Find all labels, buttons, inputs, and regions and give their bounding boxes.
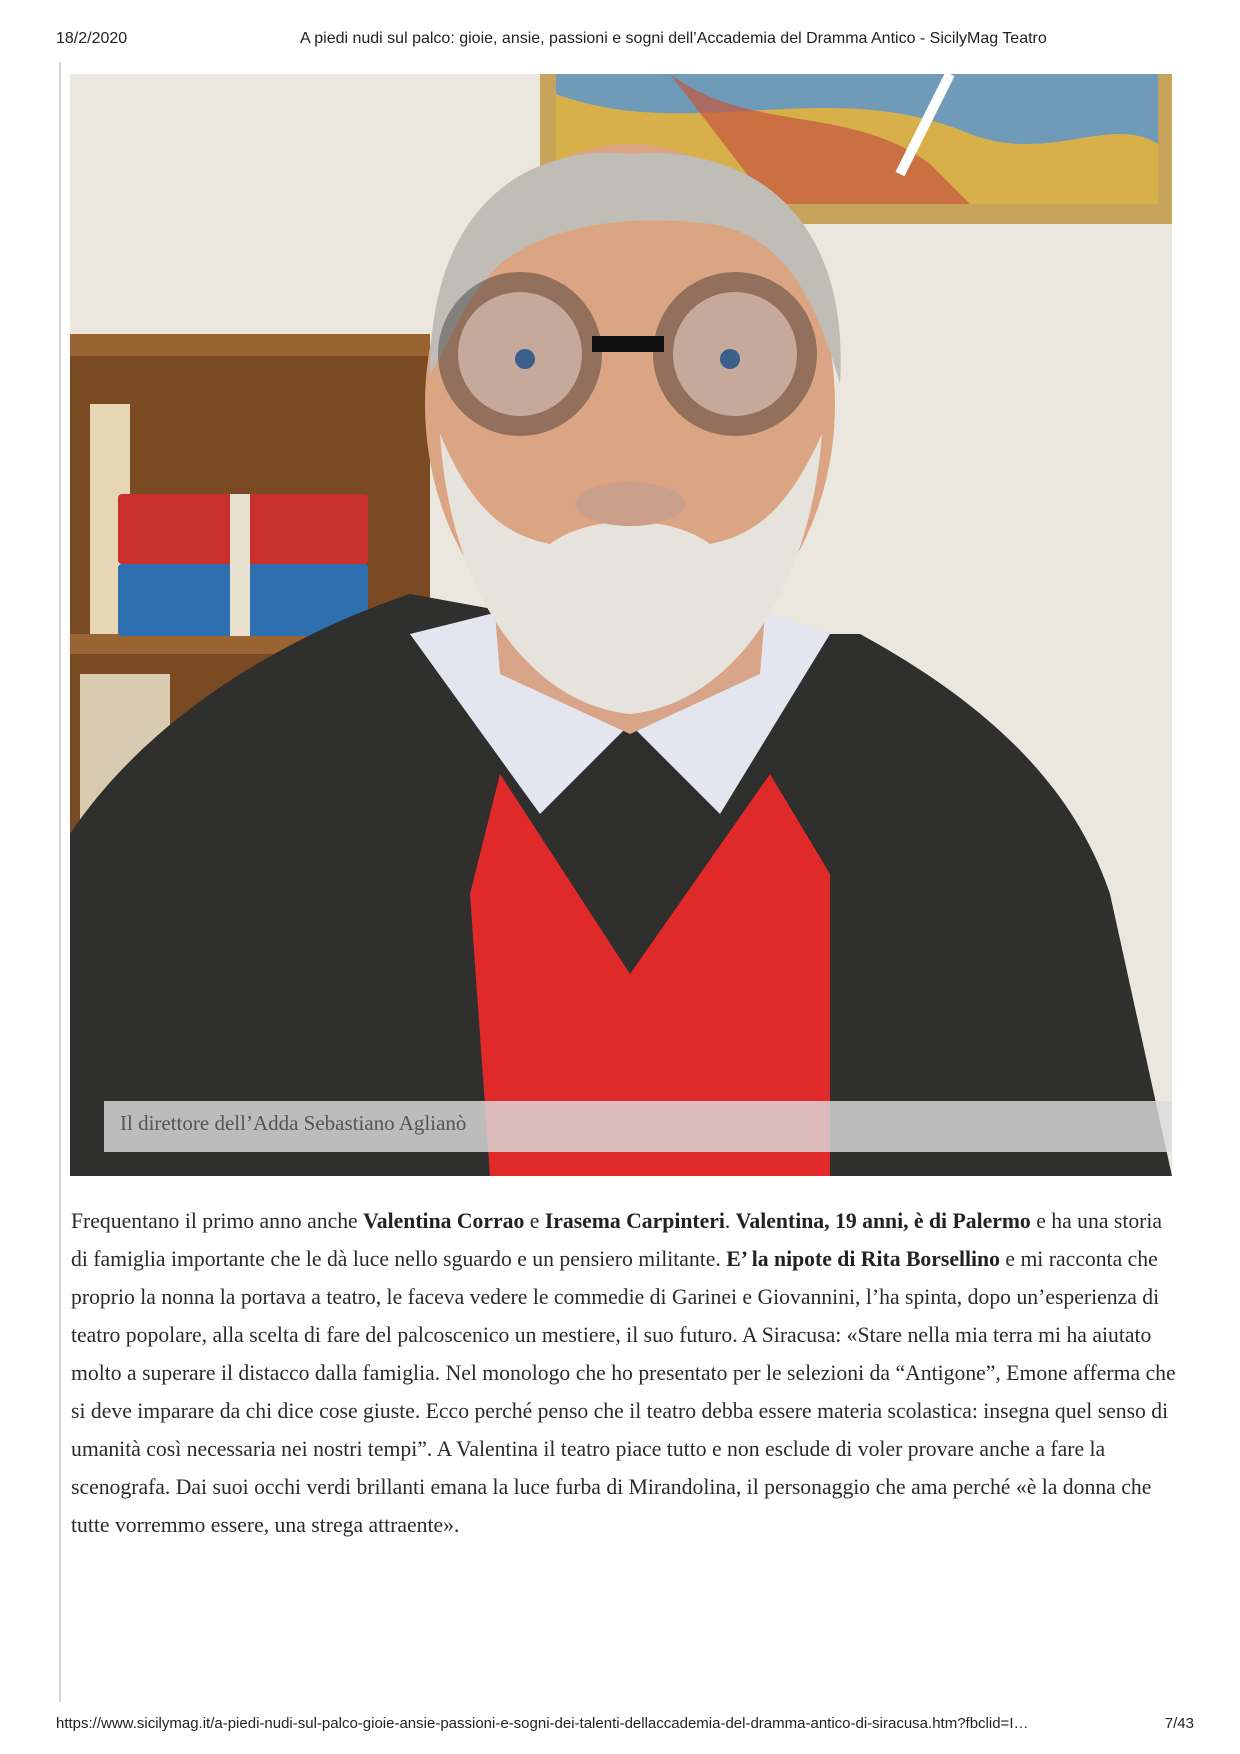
print-date: 18/2/2020 bbox=[56, 30, 128, 47]
text-run: Frequentano il primo anno anche bbox=[71, 1209, 364, 1233]
left-border-rule bbox=[59, 62, 61, 1702]
footer-url: https://www.sicilymag.it/a-piedi-nudi-sul-palco-gioie-ansie-passioni-e-sogni-dei-talenti-dellaccademia-del-dramma-antico-di-siracusa.htm?fbclid=I… bbox=[56, 1715, 1029, 1732]
text-run: e bbox=[524, 1209, 545, 1233]
bold-text-run: Irasema Carpinteri bbox=[544, 1209, 725, 1233]
bold-text-run: Valentina Corrao bbox=[363, 1209, 525, 1233]
bold-text-run: Valentina, 19 anni, è di Palermo bbox=[735, 1209, 1031, 1233]
portrait-illustration bbox=[70, 74, 1172, 1176]
text-run: e ha una storia di famiglia importante che le dà luce nello sguardo e un pensiero militante. bbox=[71, 1209, 1163, 1271]
photo-caption: Il direttore dell’Adda Sebastiano Aglianò bbox=[104, 1101, 1172, 1152]
article-photo bbox=[70, 74, 1172, 1176]
page-title: A piedi nudi sul palco: gioie, ansie, passioni e sogni dell’Accademia del Dramma Antico - SicilyMag Teatro bbox=[300, 30, 1047, 47]
bold-text-run: E’ la nipote di Rita Borsellino bbox=[726, 1247, 1000, 1271]
article-paragraph bbox=[71, 1202, 1181, 1544]
text-run: . bbox=[724, 1209, 736, 1233]
text-run: e mi racconta che proprio la nonna la portava a teatro, le faceva vedere le commedie di Garinei e Giovannini, l’ha spinta, dopo un’esperienza di teatro popolare, alla scelta di fare del palcoscenico un mestiere, il suo futuro. A Siracusa: «Stare nella mia terra mi ha aiutato molto a superare il distacco dalla famiglia. Nel monologo che ho presentato per le selezioni da “Antigone”, Emone afferma che si deve imparare da chi dice cose giuste. Ecco perché penso che il teatro debba essere materia scolastica: insegna quel senso di umanità così necessaria nei nostri tempi”. A Valentina il teatro piace tutto e non esclude di voler provare anche a fare la scenografa. Dai suoi occhi verdi brillanti emana la luce furba di Mirandolina, il personaggio che ama perché «è la donna che tutte vorremmo essere, una strega attraente». bbox=[71, 1247, 1176, 1537]
page-number: 7/43 bbox=[1164, 1715, 1194, 1732]
